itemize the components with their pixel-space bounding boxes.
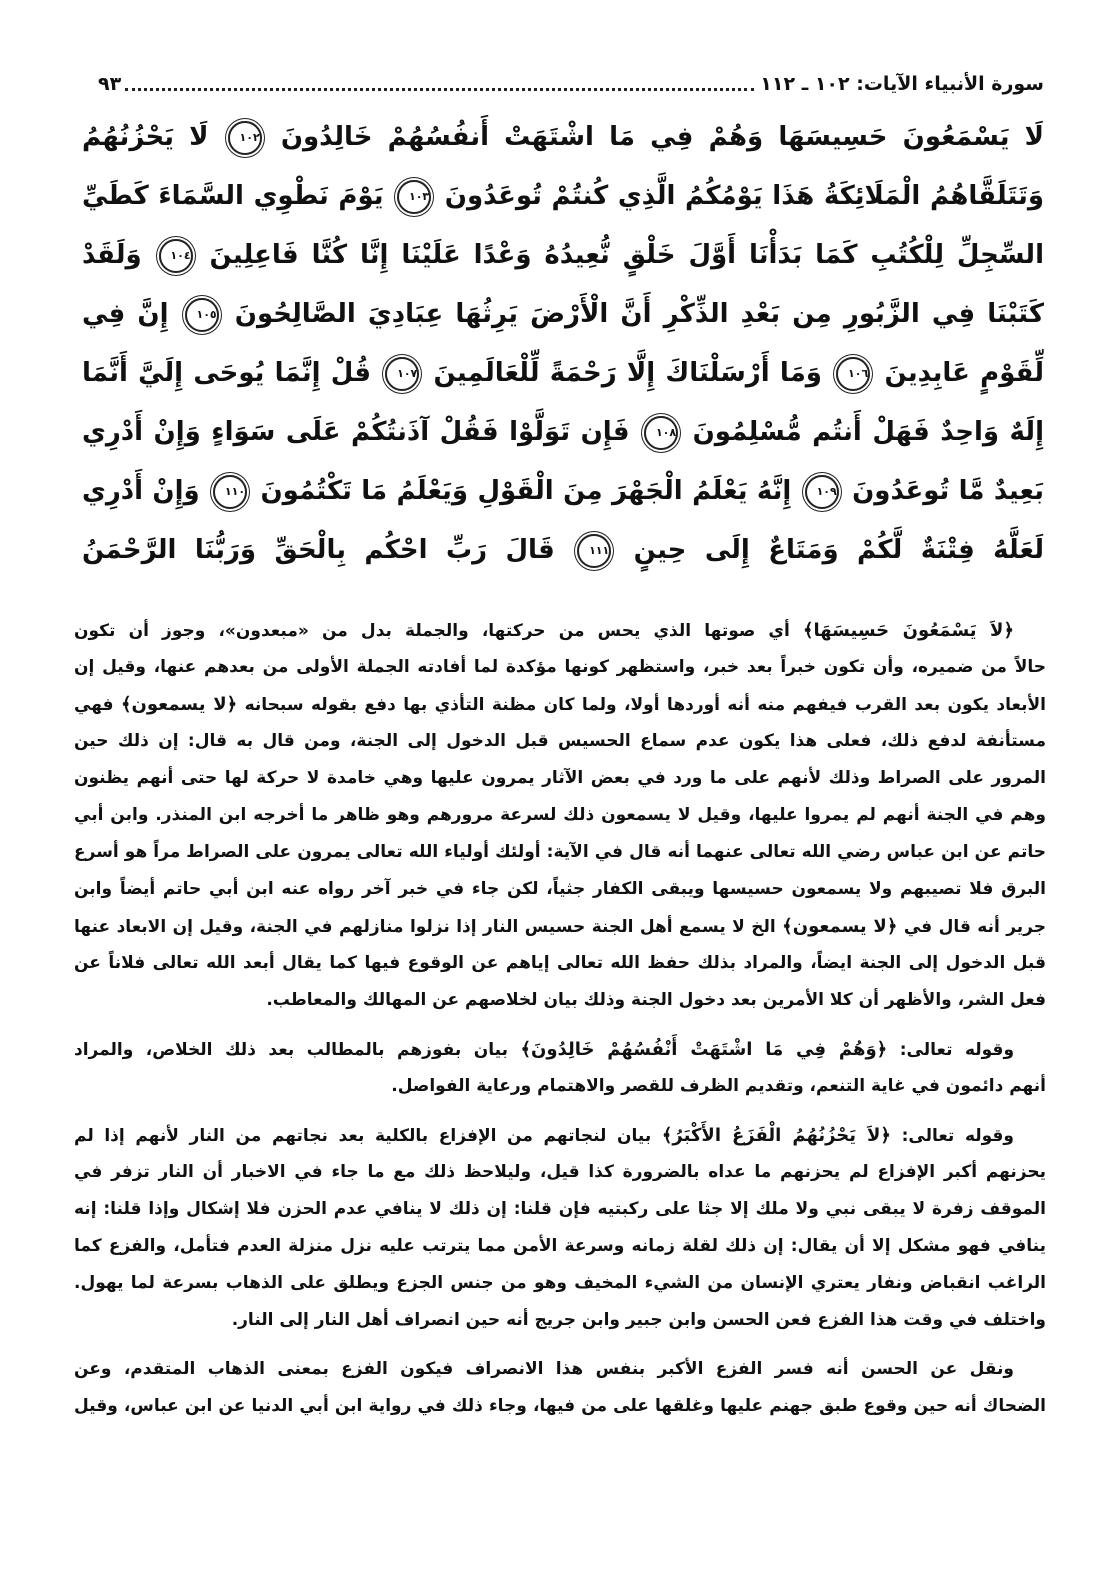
commentary-line — [74, 612, 1046, 649]
commentary-line — [74, 908, 1046, 945]
quran-line — [82, 108, 1044, 167]
verse-text: قُلْ إِنَّمَا يُوحَى إِلَيَّ أَنَّمَا — [82, 358, 372, 388]
ayah-number-marker: ١٠٣ — [397, 180, 431, 214]
commentary-text: البرق فلا تصيبهم ولا يسمعون حسيسها ويبقى الكفار جثياً، لكن جاء في خبر آخر رواه عنه ابن أبي حاتم أيضاً وابن — [74, 879, 1046, 899]
commentary-text: جرير أنه قال في — [897, 917, 1046, 937]
commentary-line — [74, 1117, 1046, 1154]
verse-text: وَلَقَدْ — [82, 240, 142, 270]
commentary-paragraph — [74, 612, 1046, 1019]
commentary-paragraph — [74, 1031, 1046, 1105]
verse-text: قَالَ رَبِّ احْكُم بِالْحَقِّ وَرَبُّنَا الرَّحْمَنُ — [82, 535, 555, 565]
quoted-verse: ﴿وَهُمْ فِي مَا اشْتَهَتْ أَنْفُسُهُمْ خَالِدُونَ﴾ — [520, 1039, 888, 1060]
commentary-line — [74, 871, 1046, 908]
quran-line — [82, 344, 1044, 403]
ayah-number-marker: ١٠٥ — [185, 298, 219, 332]
commentary-text: الخ لا يسمع أهل الجنة حسيس النار إذا نزلوا منازلهم في الجنة، وقيل إن الابعاد عنها — [74, 917, 783, 937]
leader-dots — [125, 78, 754, 91]
verse-text: إِنَّهُ يَعْلَمُ الْجَهْرَ مِنَ الْقَوْلِ وَيَعْلَمُ مَا تَكْتُمُونَ — [260, 476, 792, 506]
commentary-text: ينافي فهو مشكل إلا أن يقال: إن ذلك لقلة زمانه وسرعة الأمن مما يترتب عليه نزل منزلة العدم فتأمل، والفزع كما — [74, 1236, 1046, 1256]
ayah-number-marker: ١١٠ — [213, 475, 247, 509]
quoted-verse: ﴿لاَ يَحْزُنُهُمُ الْفَزَعُ الأَكْبَرُ﴾ — [661, 1125, 891, 1146]
commentary-line — [74, 1302, 1046, 1339]
commentary-text: الراغب انقباض ونفار يعتري الإنسان من الشيء المخيف وهو من جنس الجزع ويطلق على الذهاب بسرعة لما يهول. — [74, 1273, 1046, 1293]
commentary-text: حالاً من ضميره، وأن تكون خبراً بعد خبر، واستظهر كونها مؤكدة لما أفادته الجملة الأولى من بعدهم عنها، وقيل إن — [74, 657, 1046, 677]
quran-line — [82, 285, 1044, 344]
commentary-text: فعل الشر، والأظهر أن كلا الأمرين بعد دخول الجنة وذلك بيان لخلاصهم عن المهالك والمعاطب. — [266, 990, 1046, 1010]
quran-line — [82, 167, 1044, 226]
commentary-line — [74, 1388, 1046, 1425]
verse-text: وَإِنْ أَدْرِي — [82, 476, 200, 506]
ayah-number-marker: ١١١ — [577, 534, 611, 568]
commentary-text: فهي — [74, 695, 121, 715]
verse-text: كَتَبْنَا فِي الزَّبُورِ مِن بَعْدِ الذِّكْرِ أَنَّ الْأَرْضَ يَرِثُهَا عِبَادِيَ الصَّالِحُونَ — [234, 299, 1044, 329]
commentary-line — [74, 945, 1046, 982]
ayah-number-marker: ١٠٦ — [836, 357, 870, 391]
verse-text: وَمَا أَرْسَلْنَاكَ إِلَّا رَحْمَةً لِّلْعَالَمِينَ — [433, 358, 822, 388]
verse-text: إِنَّ فِي — [82, 299, 169, 329]
ayah-number-marker: ١٠٩ — [805, 475, 839, 509]
commentary-paragraph — [74, 1351, 1046, 1425]
quran-line — [82, 226, 1044, 285]
page-number: ٩٣ — [98, 73, 122, 95]
commentary-text: بيان بفوزهم بالمطالب بعد ذلك الخلاص، والمراد — [74, 1040, 521, 1060]
ayah-number-marker: ١٠٢ — [228, 121, 262, 155]
commentary-line — [74, 982, 1046, 1019]
verse-text: لَعَلَّهُ فِتْنَةٌ لَّكُمْ وَمَتَاعٌ إِلَى حِينٍ — [633, 535, 1044, 565]
commentary-text: حاتم عن ابن عباس رضي الله تعالى عنهما أنه قال في الآية: أولئك أولياء الله تعالى يمرون على الصراط مراً هو أسرع — [74, 842, 1046, 862]
commentary-text: قبل الدخول إلى الجنة ايضاً، والمراد بذلك حفظ الله تعالى إياهم عن الوقوع فيها كما يقال أبعد الله تعالى فلاناً عن — [74, 953, 1046, 973]
commentary-block — [74, 612, 1046, 1437]
commentary-text: يحزنهم أكبر الإفزاع لم يحزنهم ما عداه بالضرورة كذا قيل، وليلاحظ ذلك مع ما جاء في الاخبار أن النار تزفر في — [74, 1162, 1046, 1182]
commentary-text: مستأنفة لدفع ذلك، فعلى هذا يكون عدم سماع الحسيس قبل الدخول إلى الجنة، ومن قال به قال: إن ذلك حين — [74, 731, 1046, 751]
quoted-verse: ﴿لا يسمعون﴾ — [782, 916, 898, 937]
commentary-text: الضحاك أنه حين وقوع طبق جهنم عليها وغلقها على من فيها، وجاء ذلك في رواية ابن أبي الدنيا عن ابن عباس، وقيل — [74, 1396, 1046, 1416]
commentary-line — [74, 649, 1046, 686]
verse-text: السِّجِلِّ لِلْكُتُبِ كَمَا بَدَأْنَا أَوَّلَ خَلْقٍ نُّعِيدُهُ وَعْدًا عَلَيْنَا إِنَّا كُنَّا فَاعِلِينَ — [209, 240, 1044, 270]
commentary-line — [74, 760, 1046, 797]
quran-line — [82, 521, 1044, 580]
commentary-text: الموقف زفرة لا يبقى نبي ولا ملك إلا جثا على ركبتيه فإن قلنا: إن ذلك لا ينافي عدم الحزن فلا إشكال وإذا قلنا: إنه — [74, 1199, 1046, 1219]
commentary-text: المرور على الصراط وذلك لأنهم على ما ورد في بعض الآثار يمرون عليها وهي خامدة لا حركة لها حتى أنهم يظنون — [74, 768, 1046, 788]
quran-line — [82, 403, 1044, 462]
commentary-line — [74, 1351, 1046, 1388]
verse-text: فَإِن تَوَلَّوْا فَقُلْ آذَنتُكُمْ عَلَى سَوَاءٍ وَإِنْ أَدْرِي — [82, 417, 630, 447]
commentary-text: وقوله تعالى: — [890, 1126, 1014, 1146]
verse-text: وَتَتَلَقَّاهُمُ الْمَلَائِكَةُ هَذَا يَوْمُكُمُ الَّذِي كُنتُمْ تُوعَدُونَ — [444, 181, 1044, 211]
ayah-number-marker: ١٠٧ — [385, 357, 419, 391]
ayah-number-marker: ١٠٨ — [644, 416, 678, 450]
quoted-verse: ﴿لا يسمعون﴾ — [120, 694, 238, 715]
verse-text: بَعِيدٌ مَّا تُوعَدُونَ — [852, 476, 1044, 506]
commentary-line — [74, 797, 1046, 834]
ayah-number-marker: ١٠٤ — [159, 239, 193, 273]
quran-line — [82, 462, 1044, 521]
commentary-line — [74, 1191, 1046, 1228]
commentary-line — [74, 1031, 1046, 1068]
commentary-line — [74, 1154, 1046, 1191]
commentary-text: بيان لنجاتهم من الإفزاع بالكلية بعد نجاتهم من النار لأنهم إذا لم — [74, 1126, 662, 1146]
commentary-text: أنهم دائمون في غاية التنعم، وتقديم الظرف للقصر والاهتمام ورعاية الفواصل. — [391, 1076, 1046, 1096]
running-header — [98, 66, 1044, 102]
commentary-text: وقوله تعالى: — [887, 1040, 1015, 1060]
commentary-line — [74, 723, 1046, 760]
commentary-text: ونقل عن الحسن أنه فسر الفزع الأكبر بنفس هذا الانصراف فيكون الفزع بمعنى الذهاب المتقدم، وعن — [74, 1359, 1014, 1379]
verse-text: لَا يَسْمَعُونَ حَسِيسَهَا وَهُمْ فِي مَا اشْتَهَتْ أَنفُسُهُمْ خَالِدُونَ — [280, 122, 1044, 152]
commentary-line — [74, 1228, 1046, 1265]
commentary-text: أي صوتها الذي يحس من حركتها، والجملة بدل من «مبعدون»، وجوز أن تكون — [74, 621, 803, 641]
commentary-line — [74, 1265, 1046, 1302]
commentary-text: واختلف في وقت هذا الفزع فعن الحسن وابن جبير وابن جريج أنه حين انصراف أهل النار إلى النار. — [231, 1310, 1046, 1330]
running-title: سورة الأنبياء الآيات: ١٠٢ ـ ١١٢ — [760, 73, 1044, 95]
commentary-line — [74, 834, 1046, 871]
quran-verses-block — [82, 108, 1044, 580]
verse-text: يَوْمَ نَطْوِي السَّمَاءَ كَطَيِّ — [82, 181, 384, 211]
quoted-verse: ﴿لاَ يَسْمَعُونَ حَسِيسَهَا﴾ — [802, 620, 1015, 641]
verse-text: لَا يَحْزُنُهُمُ — [82, 122, 209, 152]
commentary-paragraph — [74, 1117, 1046, 1339]
verse-text: لِّقَوْمٍ عَابِدِينَ — [884, 358, 1044, 388]
commentary-line — [74, 1068, 1046, 1105]
commentary-line — [74, 686, 1046, 723]
verse-text: إِلَهٌ وَاحِدٌ فَهَلْ أَنتُم مُّسْلِمُونَ — [692, 417, 1044, 447]
commentary-text: وهم في الجنة أنهم لم يمروا عليها، وقيل لا يسمعون ذلك لسرعة مرورهم وهو ظاهر ما أخرجه ابن المنذر. وابن أبي — [74, 805, 1046, 825]
commentary-text: الأبعاد يكون بعد القرب فيفهم منه أنه أوردها أولا، ولما كان مظنة التأذي بها دفع بقوله سبحانه — [237, 695, 1046, 715]
